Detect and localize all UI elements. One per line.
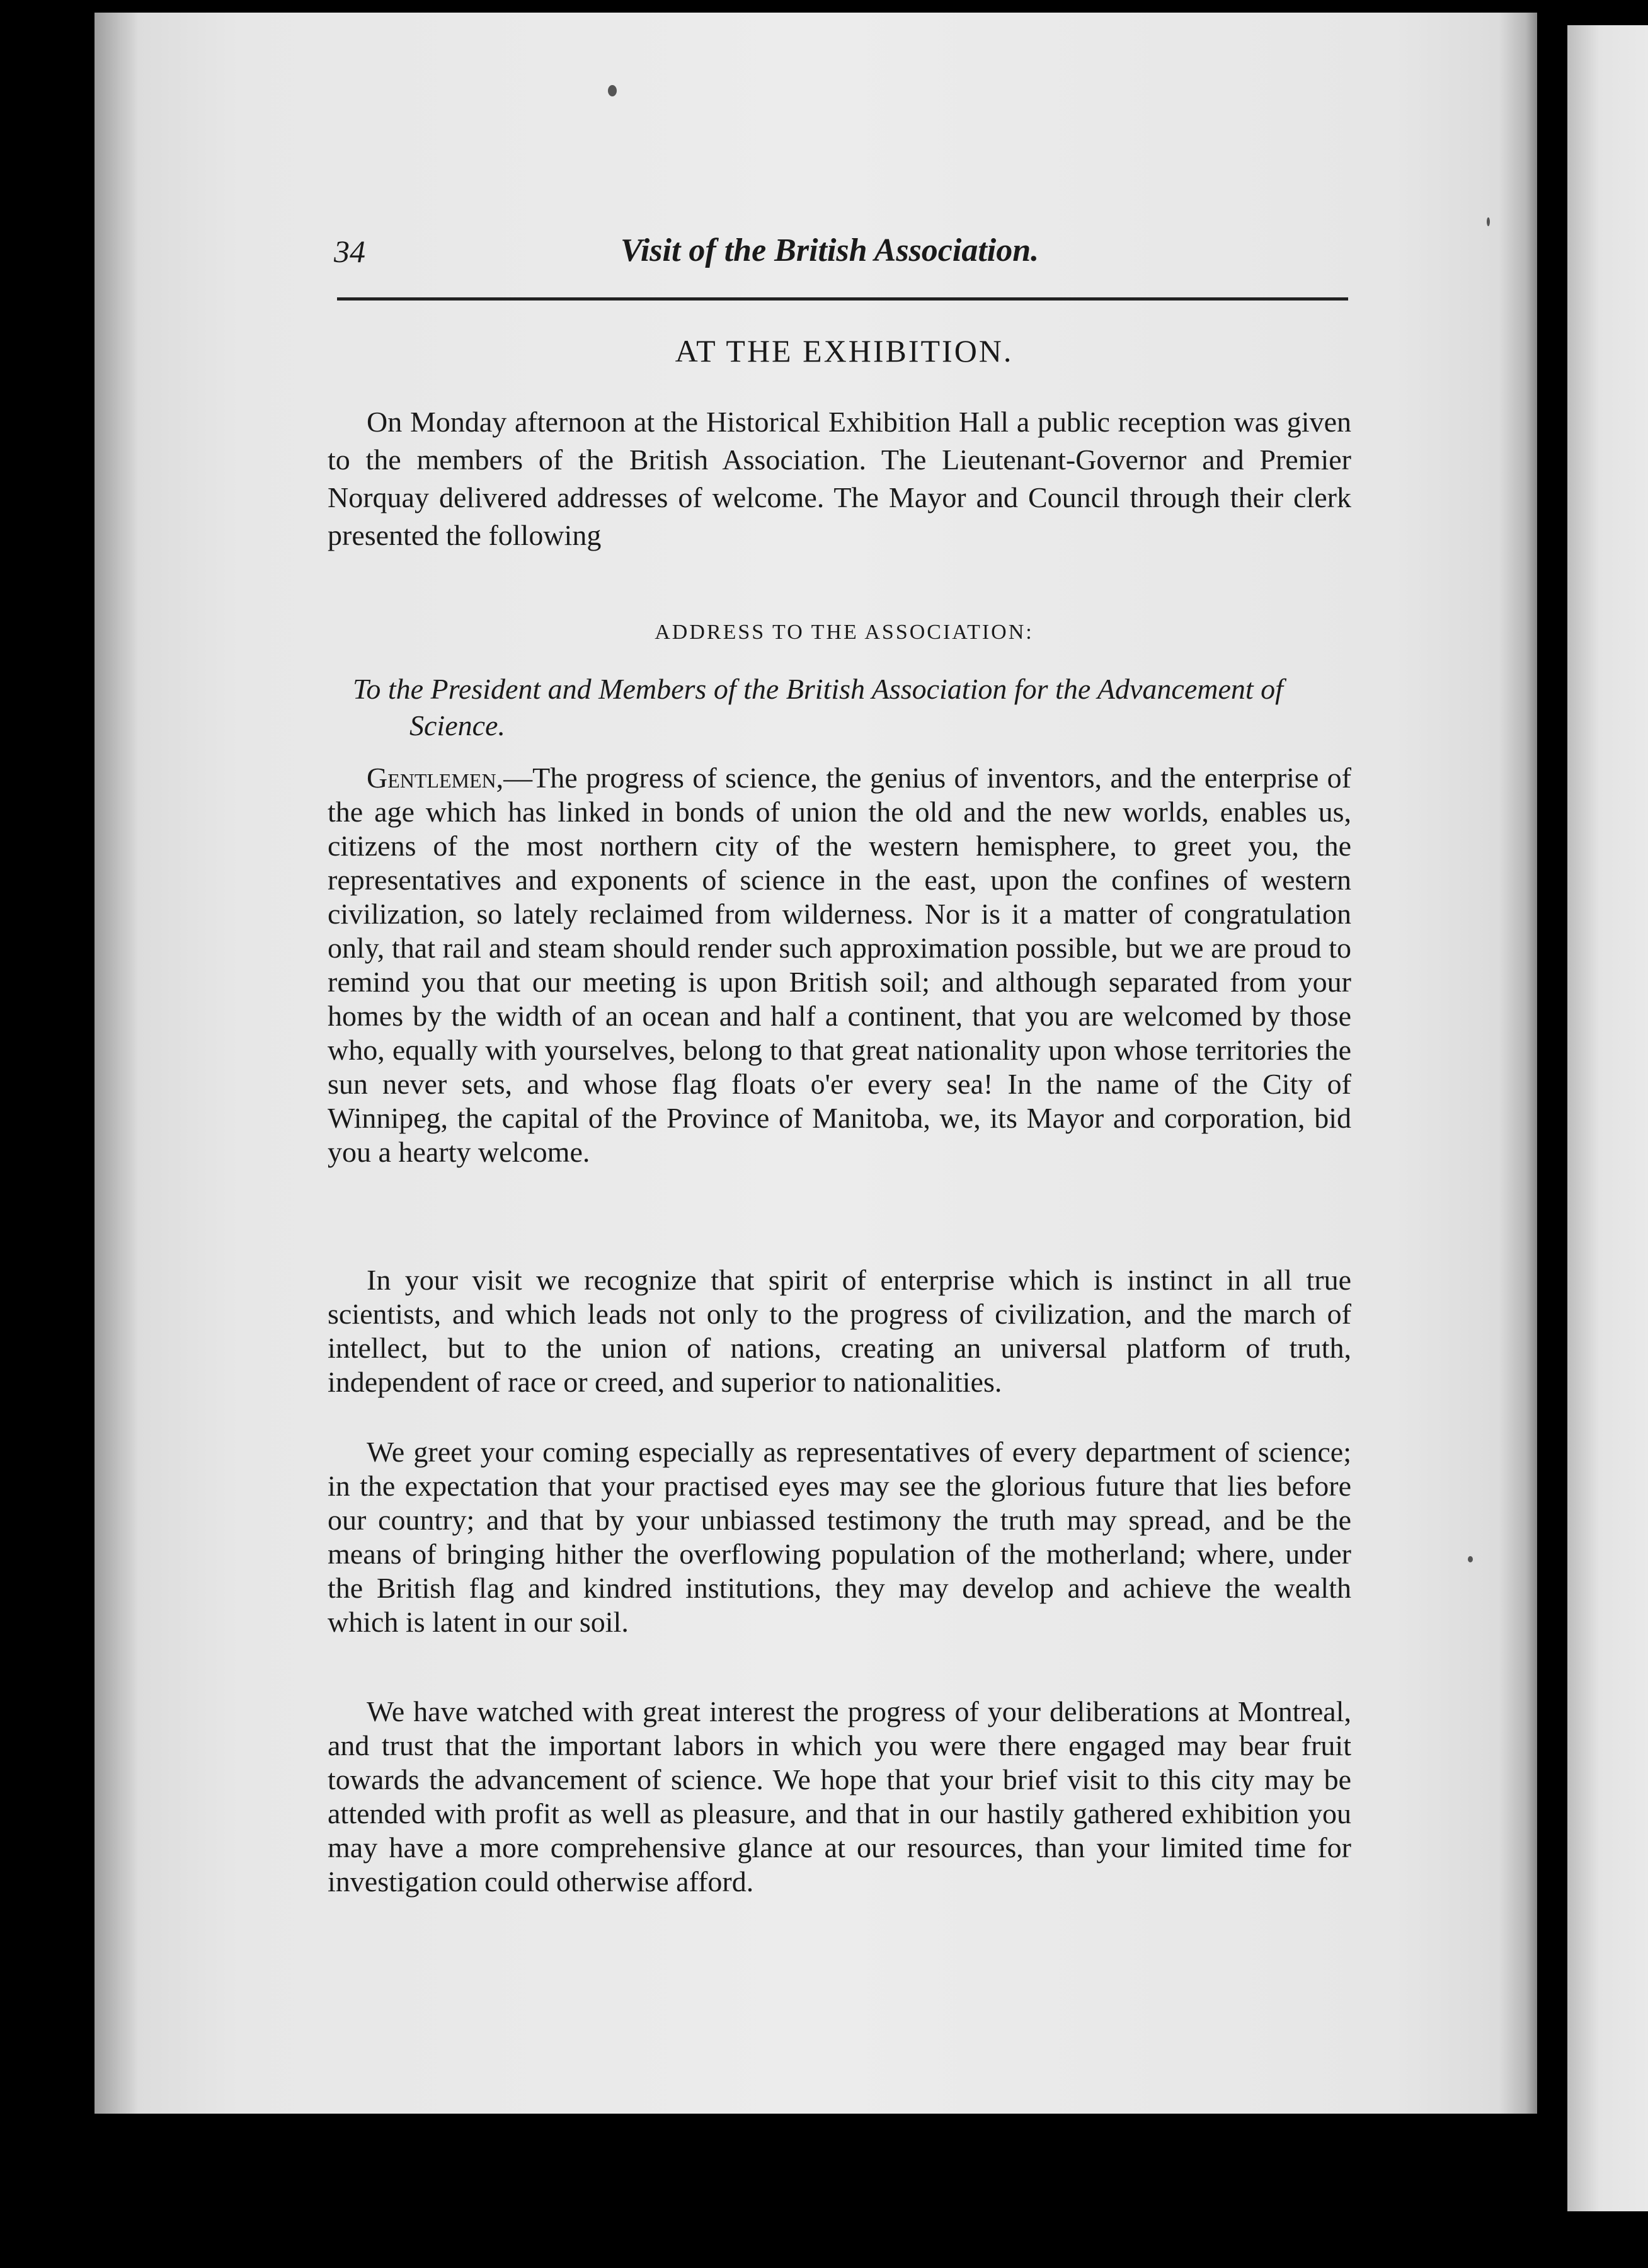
running-head: Visit of the British Association. [621,232,1039,268]
body-paragraph-text: We have watched with great interest the progress of your deliberations at Montreal, and trust that the important labors in which you were there engaged may bear fruit towards the advancement of science. We hope that your brief visit to this city may be attended with profit as well as pleasure, and that in our hastily gathered exhibition you may have a more comprehensive glance at our resources, than your limited time for investigation could otherwise afford. [328,1695,1351,1898]
body-paragraph [328,1435,1351,1639]
body-paragraph [328,1263,1351,1399]
address-heading: ADDRESS TO THE ASSOCIATION: [655,621,1034,644]
page-edge-shadow [1499,13,1537,2114]
facing-page-edge [1567,25,1648,2211]
intro-paragraph [328,403,1351,554]
page-number: 34 [334,234,365,269]
salutation: To the President and Members of the British Association for the Advancement of Science. [353,673,1283,742]
body-paragraph-text: We greet your coming especially as representatives of every department of science; in the expectation that your practised eyes may see the glorious future that lies before our country; and that by your unbiassed testimony the truth may spread, and be the means of bringing hither the overflowing population of the motherland; where, under the British flag and kindred institutions, they may develop and achieve the wealth which is latent in our soil. [328,1436,1351,1638]
section-title: AT THE EXHIBITION. [675,333,1014,369]
body-paragraph [328,761,1351,1169]
paper-speck [1468,1556,1473,1562]
opening-word: Gentlemen, [367,762,504,794]
body-paragraph [328,1695,1351,1899]
intro-paragraph-text: On Monday afternoon at the Historical Exhibition Hall a public reception was given to the members of the British Association. The Lieutenant-Governor and Premier Norquay delivered addresses of welcome. The Mayor and Council through their clerk presented the following [328,406,1351,551]
header-rule [337,297,1348,301]
binding-gutter [94,13,139,2114]
body-paragraph-text: In your visit we recognize that spirit of enterprise which is instinct in all true scientists, and which leads not only to the progress of civilization, and the march of intellect, but to the union of nations, creating an universal platform of truth, independent of race or creed, and superior to nationalities. [328,1264,1351,1398]
body-paragraph-text: —The progress of science, the genius of inventors, and the enterprise of the age which has linked in bonds of union the old and the new worlds, enables us, citizens of the most northern city of the western hemisphere, to greet you, the representatives and exponents of science in the east, upon the confines of western civilization, so lately reclaimed from wilderness. Nor is it a matter of congratulation only, that rail and steam should render such approximation possible, but we are proud to remind you that our meeting is upon British soil; and although separated from your homes by the width of an ocean and half a continent, that you are welcomed by those who, equally with yourselves, belong to that great nationality upon whose territories the sun never sets, and whose flag floats o'er every sea! In the name of the City of Winnipeg, the capital of the Province of Manitoba, we, its Mayor and corporation, bid you a hearty welcome. [328,762,1351,1168]
paper-speck [1487,217,1490,226]
paper-speck [608,85,617,96]
